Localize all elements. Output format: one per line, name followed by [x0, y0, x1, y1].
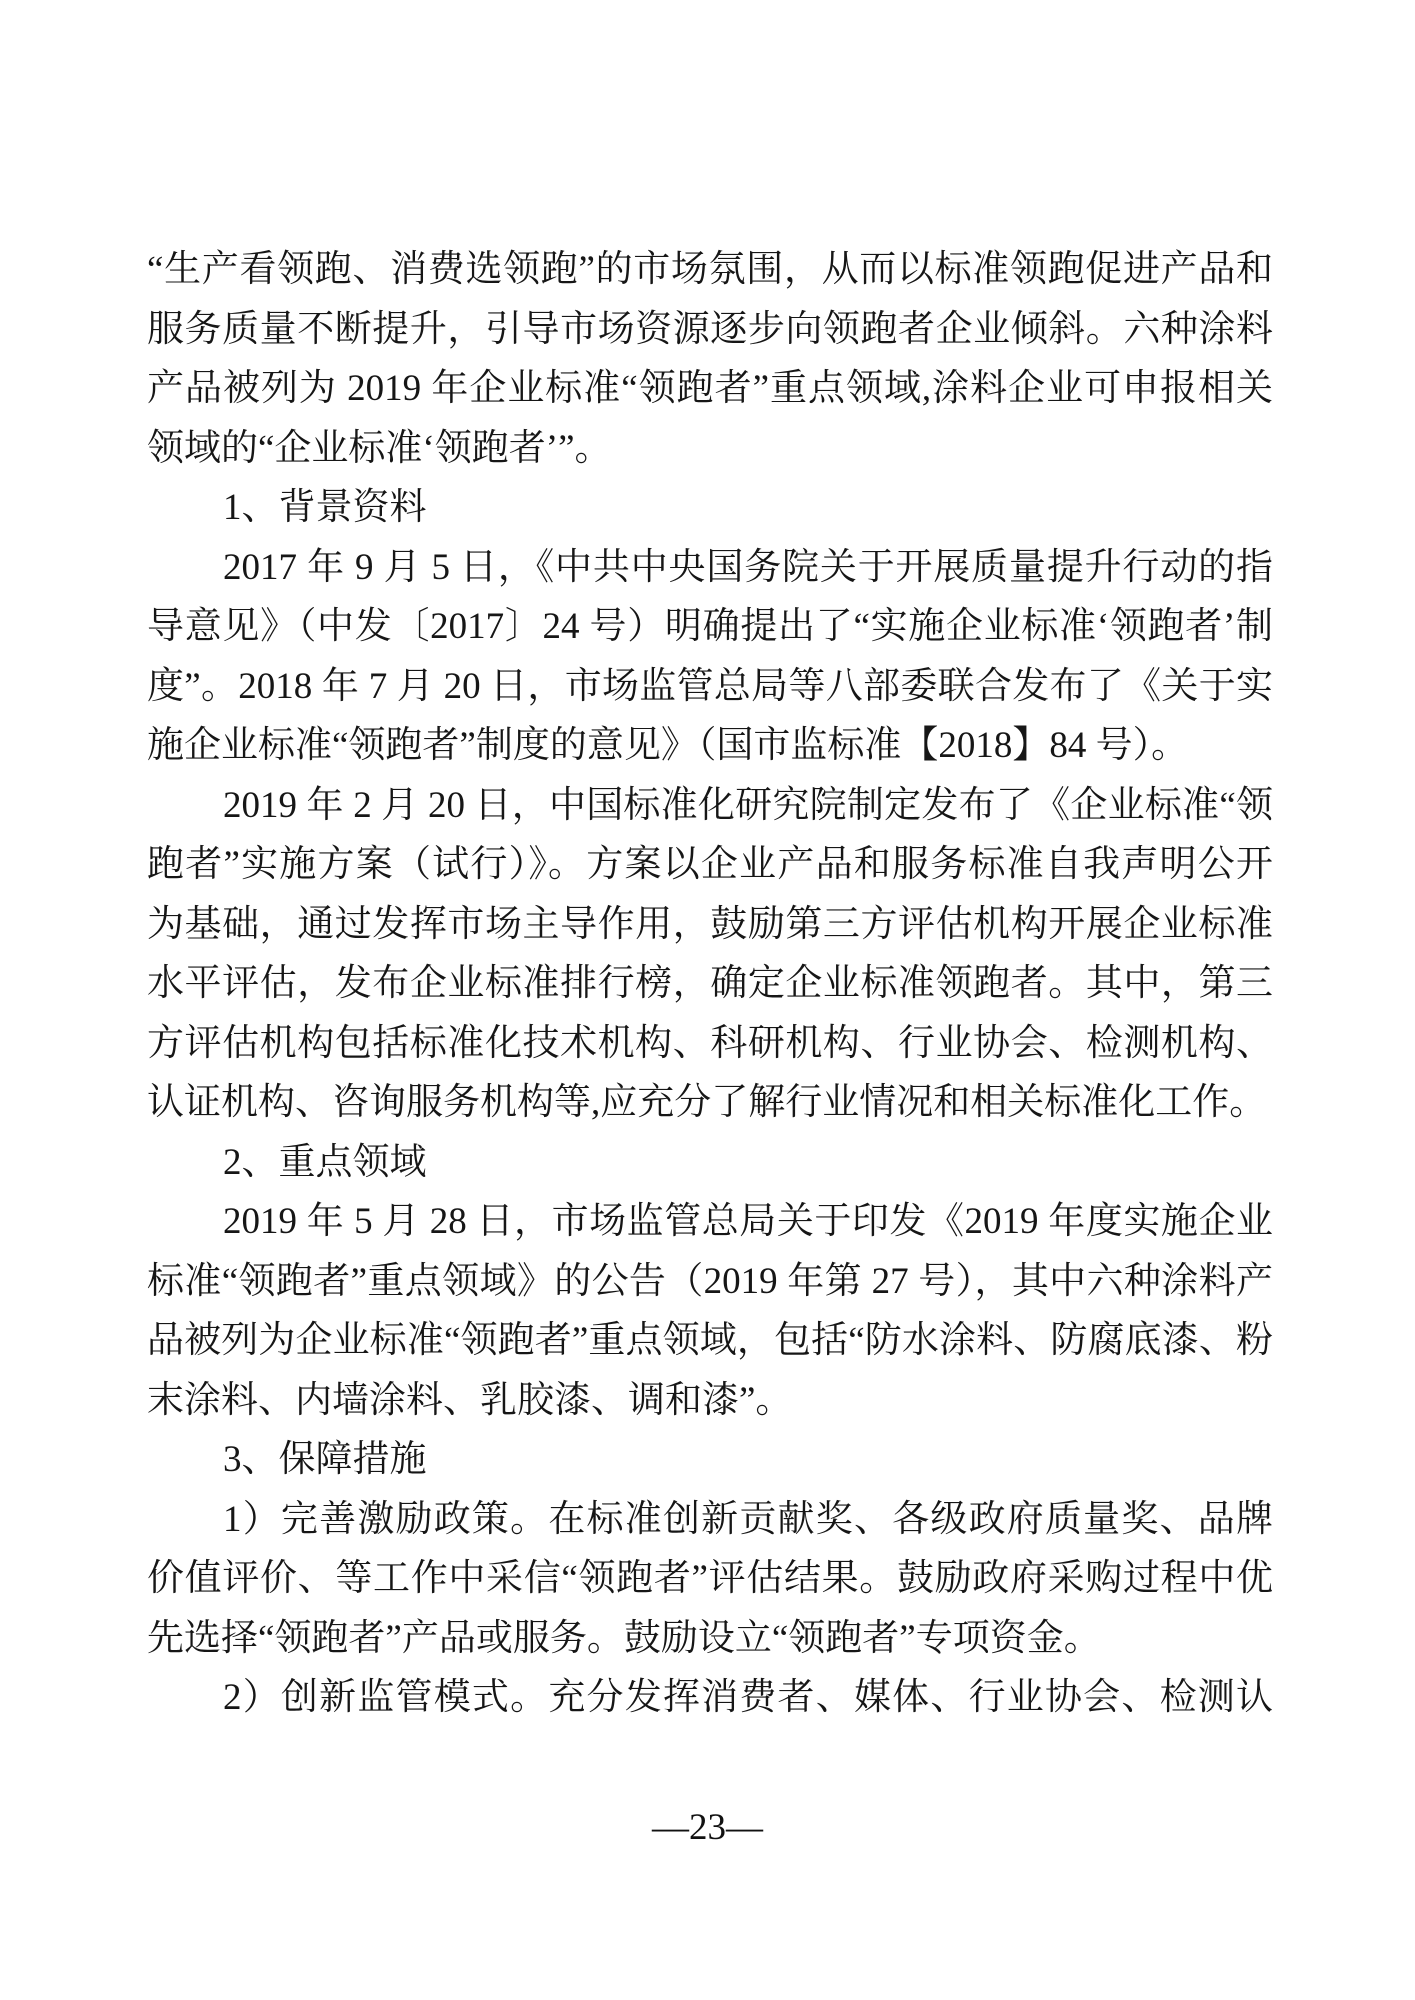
- text-line: 为基础，通过发挥市场主导作用，鼓励第三方评估机构开展企业标准: [147, 903, 1273, 945]
- page-number: —23—: [652, 1807, 763, 1848]
- text-line: 2019 年 5 月 28 日，市场监管总局关于印发《2019 年度实施企业: [223, 1201, 1273, 1242]
- text-line: 1、背景资料: [223, 487, 427, 528]
- text-block: [147, 240, 1273, 1728]
- text-line: 认证机构、咨询服务机构等,应充分了解行业情况和相关标准化工作。: [147, 1082, 1267, 1123]
- text-line: 2017 年 9 月 5 日，《中共中央国务院关于开展质量提升行动的指: [223, 546, 1273, 588]
- text-line: 服务质量不断提升，引导市场资源逐步向领跑者企业倾斜。六种涂料: [147, 308, 1273, 350]
- text-line: 1）完善激励政策。在标准创新贡献奖、各级政府质量奖、品牌: [223, 1498, 1273, 1540]
- text-line: 产品被列为 2019 年企业标准“领跑者”重点领域,涂料企业可申报相关: [147, 368, 1273, 409]
- text-line: 先选择“领跑者”产品或服务。鼓励设立“领跑者”专项资金。: [147, 1617, 1101, 1659]
- text-line: 2、重点领域: [223, 1141, 427, 1183]
- text-line: 度”。2018 年 7 月 20 日，市场监管总局等八部委联合发布了《关于实: [147, 665, 1273, 707]
- text-line: 方评估机构包括标准化技术机构、科研机构、行业协会、检测机构、: [147, 1022, 1273, 1064]
- text-line: 价值评价、等工作中采信“领跑者”评估结果。鼓励政府采购过程中优: [147, 1558, 1273, 1599]
- text-line: 水平评估，发布企业标准排行榜，确定企业标准领跑者。其中，第三: [147, 963, 1273, 1004]
- text-line: 3、保障措施: [223, 1439, 427, 1480]
- text-line: 标准“领跑者”重点领域》的公告（2019 年第 27 号），其中六种涂料产: [147, 1260, 1273, 1302]
- text-line: 跑者”实施方案（试行）》。方案以企业产品和服务标准自我声明公开: [147, 844, 1273, 885]
- text-line: 施企业标准“领跑者”制度的意见》（国市监标准【2018】84 号）。: [147, 725, 1189, 766]
- text-line: 领域的“企业标准‘领跑者’”。: [147, 427, 612, 469]
- text-line: “生产看领跑、消费选领跑”的市场氛围，从而以标准领跑促进产品和: [147, 249, 1273, 290]
- text-line: 末涂料、内墙涂料、乳胶漆、调和漆”。: [147, 1379, 793, 1421]
- text-line: 品被列为企业标准“领跑者”重点领域，包括“防水涂料、防腐底漆、粉: [147, 1320, 1273, 1361]
- text-line: 2019 年 2 月 20 日，中国标准化研究院制定发布了《企业标准“领: [223, 784, 1273, 826]
- text-line: 2）创新监管模式。充分发挥消费者、媒体、行业协会、检测认: [223, 1677, 1273, 1718]
- text-line: 导意见》（中发〔2017〕24 号）明确提出了“实施企业标准‘领跑者’制: [147, 606, 1273, 647]
